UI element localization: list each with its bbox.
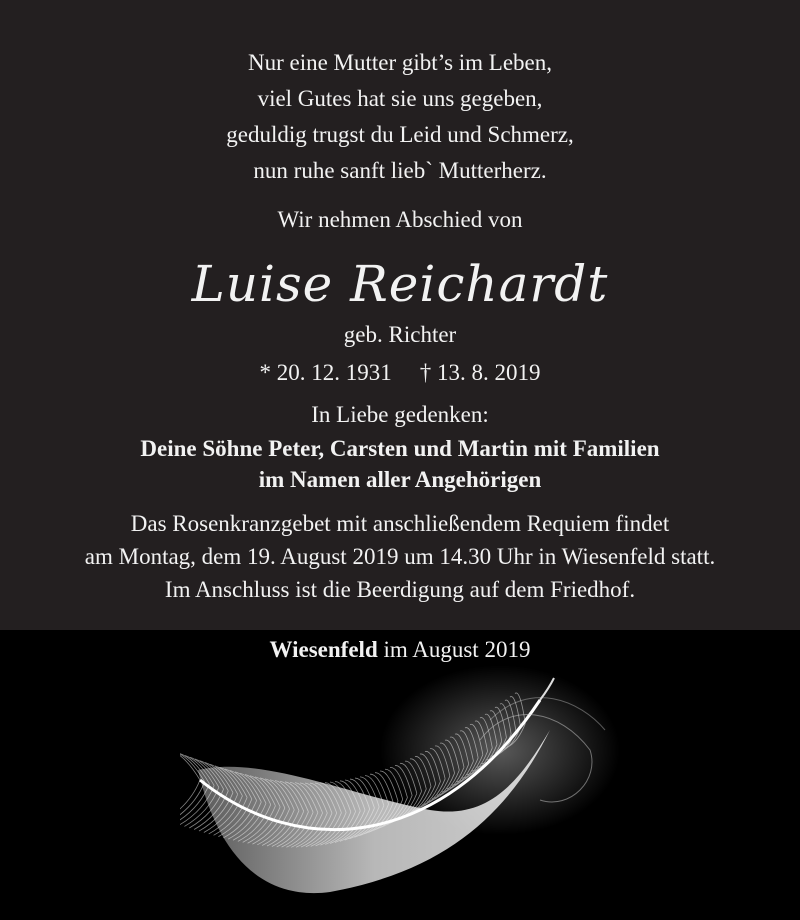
place-town: Wiesenfeld xyxy=(269,637,378,662)
poem-line-2: viel Gutes hat sie uns gegeben, xyxy=(257,86,543,111)
deceased-name: Luise Reichardt xyxy=(191,255,609,313)
service-line-1: Das Rosenkranzgebet mit anschließendem Requiem findet xyxy=(130,511,670,536)
life-dates xyxy=(0,358,800,388)
mourners-line-1: Deine Söhne Peter, Carsten und Martin mit Familien xyxy=(140,436,660,461)
birth-name: geb. Richter xyxy=(343,322,457,347)
farewell-intro: Wir nehmen Abschied von xyxy=(277,207,523,232)
birth-date: * 20. 12. 1931 xyxy=(259,360,392,385)
mourners-line-2: im Namen aller Angehörigen xyxy=(258,467,542,492)
service-line-2: am Montag, dem 19. August 2019 um 14.30 Uhr in Wiesenfeld statt. xyxy=(84,544,716,569)
mourners-intro: In Liebe gedenken: xyxy=(311,402,489,427)
poem-line-1: Nur eine Mutter gibt’s im Leben, xyxy=(247,50,553,75)
death-date: † 13. 8. 2019 xyxy=(419,360,541,385)
place-month: im August 2019 xyxy=(383,637,531,662)
poem-line-3: geduldig trugst du Leid und Schmerz, xyxy=(226,122,574,147)
service-line-3: Im Anschluss ist die Beerdigung auf dem Friedhof. xyxy=(164,577,636,602)
poem-line-4: nun ruhe sanft lieb` Mutterherz. xyxy=(253,158,547,183)
feather-image xyxy=(180,660,620,910)
